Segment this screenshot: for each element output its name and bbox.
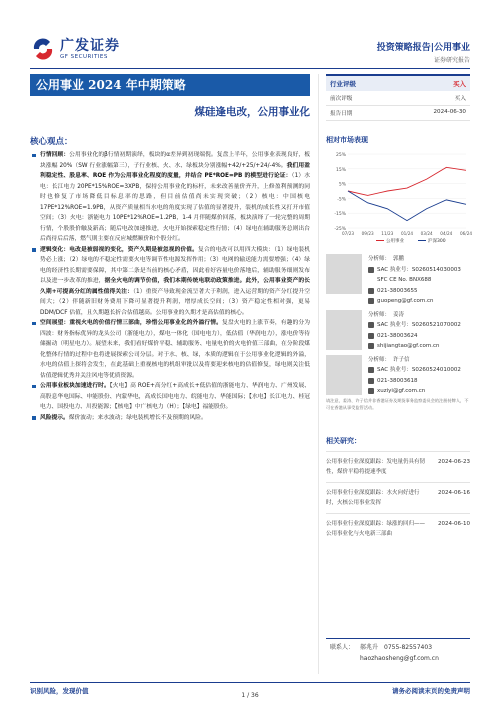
- y-tick-label: -5%: [337, 197, 346, 203]
- contact-email[interactable]: haozhaosheng@gf.com.cn: [360, 655, 439, 662]
- rating-box: [326, 74, 470, 121]
- phone-icon: [368, 333, 374, 339]
- header-divider: [30, 68, 470, 69]
- bullet-recommendation: [30, 381, 310, 413]
- analyst-label: 分析师：: [368, 311, 391, 318]
- mail-icon: [368, 298, 374, 304]
- rating-row: [326, 106, 470, 121]
- related-item-title[interactable]: 公用事业行业深度跟踪：水火向好进行时，火核公用事业发挥: [326, 490, 420, 506]
- bullet-lead: 风险提示。: [40, 414, 69, 421]
- logo-english-name: GF SECURITIES: [60, 53, 108, 60]
- report-category: 证券研究报告: [433, 57, 470, 64]
- y-tick-label: -15%: [334, 212, 346, 218]
- rating-row: [326, 91, 470, 106]
- analyst-phone: 021-38003655: [377, 287, 418, 294]
- related-item[interactable]: [326, 513, 470, 544]
- x-tick-label: 07/23: [341, 231, 355, 236]
- bullet-text: 公用事业化的β行情初期演绎，板块的α差异到初现端倪。复盘上半年，公用事业表现良好，板块涨幅 20%（SW 行业涨幅第三），子行业核、火、水、绿板块分别涨幅+42/+25/+24/-4%。: [40, 152, 310, 169]
- x-tick-label: 09/23: [361, 231, 374, 236]
- bullet-text: 煤价波动；来水波动；绿电装机增长不及预期的风险。: [68, 414, 207, 421]
- x-tick-label: 04/24: [440, 231, 453, 236]
- analyst-photo: [326, 355, 362, 395]
- analyst-photo: [326, 310, 362, 350]
- analyst-label: 分析师：: [368, 256, 391, 262]
- y-tick-label: -25%: [334, 227, 346, 232]
- y-tick-label: 5%: [338, 182, 346, 188]
- id-card-icon: [368, 267, 374, 273]
- legend-label: 公用事业: [386, 239, 404, 244]
- report-type: 投资策略报告|公用事业: [376, 43, 470, 53]
- bullet-lead: 逻辑变化：电改是被弱视的变化，资产久期是被忽视的价值。: [40, 246, 199, 253]
- bullet-outlook: [30, 318, 310, 381]
- contact-phone: 0755-82557403: [384, 644, 433, 651]
- rating-head-label: 行业评级: [330, 80, 356, 88]
- analyst-sac: SAC 执业号：S0260514030003: [377, 266, 461, 273]
- analyst-card: [326, 355, 470, 397]
- analyst-label: 分析师：: [368, 356, 391, 363]
- x-tick-label: 01/24: [400, 231, 414, 236]
- gf-logo-icon: [30, 36, 56, 62]
- footer-disclaimer-notice: 请务必阅读末页的免责声明: [392, 687, 470, 695]
- y-tick-label: 15%: [335, 167, 346, 173]
- analyst-card: [326, 254, 470, 307]
- mail-icon: [368, 343, 374, 349]
- related-item[interactable]: [326, 482, 470, 513]
- bullet-risk: [30, 413, 310, 424]
- series-line-0: [348, 167, 466, 195]
- bullet-text: 【火电】高 ROE+高分红+高成长+低估值的浙能电力、华润电力、广州发展、高股息华电国际、申能股份、内蒙华电，高成长国电电力、皖能电力、华能国际；【水电】长江电力、桂冠电力、国投电力、川投能源；【核电】中广核电力（H）；【绿电】福能股份。: [40, 383, 311, 410]
- x-tick-label: 03/24: [420, 231, 433, 236]
- footer-divider: [30, 682, 470, 683]
- analyst-sac: SAC 执业号：S0260521070002: [377, 322, 461, 328]
- section-title-core-views: 核心观点：: [30, 137, 73, 147]
- analyst-sfc: SFC CE No. BNX688: [377, 277, 432, 283]
- related-item[interactable]: [326, 451, 470, 482]
- rating-row-label: 报告日期: [330, 111, 353, 117]
- contact-block: [326, 638, 470, 664]
- bullet-logic-change: [30, 245, 310, 319]
- company-logo: [30, 36, 120, 62]
- related-item-title[interactable]: 公用事业行业深度跟踪：发电量仍具有韧性，煤价平稳将提速季度: [326, 459, 426, 475]
- phone-icon: [368, 288, 374, 294]
- chart-title: 相对市场表现: [326, 136, 368, 144]
- analyst-phone: 021-38003624: [377, 332, 418, 339]
- chart-svg: [326, 148, 473, 248]
- related-item-title[interactable]: 公用事业行业深度跟踪：绿涨的回归——公用事业化与火电新三部曲: [326, 521, 426, 537]
- bullet-bold-tail: 据全火电的调节价值，我们本期传统电联动政策推进。此外，公用事业资产的长久期+可提高分红的属性值得关注：: [40, 278, 310, 295]
- y-tick-label: 25%: [335, 153, 346, 158]
- column-divider: [318, 74, 319, 674]
- analyst-phone: 021-38003618: [377, 377, 418, 384]
- core-views-body: [30, 150, 310, 423]
- logo-chinese-name: 广发证券: [60, 37, 120, 54]
- rating-row-value: 买入: [454, 96, 466, 102]
- bullet-lead: 行情回顾：: [40, 152, 70, 158]
- analyst-sac: SAC 执业号：S0260524010002: [377, 367, 461, 373]
- rating-row-value: 2024-06-30: [433, 109, 466, 115]
- bullet-lead: 公用事业板块加速进行时。: [40, 383, 110, 389]
- report-title: 公用事业 2024 年中期策略: [30, 74, 310, 96]
- related-item-date: 2024-06-10: [438, 521, 470, 527]
- bullet-text-2: （1）重资产导致现金流呈著大于利润，进入运营期的资产分红提升空间大；（2）伴随新旧财务费用下降可显著提升利润，增厚成长空间；（3）资产稳定性相对强，更易 DDM/DCF 估值，且久期越长折合估值越高。公用事业的久期才是高估值的核心。: [40, 288, 310, 316]
- analyst-list: [326, 254, 470, 400]
- bullet-text-2: （1）水电：长江电力 20PE*15%ROE=3XPB，保持公用事业化的标杆，未来改善量价齐升，上修盈利预测的同时也修复了市场降低目标息率的思路，但目前估值尚未实现突破；（2）核电：中国核电 17PE*12%ROE=1.9PB，从资产质量相当水电的角度实现了估值的显著提升，装机的成长性又打开市值空间；（3）火电：浙能电力 10PE*12%ROE=1.2PB，1-4 月伴随煤价回落，板块演绎了一轮完整的周期行情，个股股价触及新高；随后电改加速推进，火电开始探索稳定性行情；（4）绿电在辅助服务总则出台后尚待后后落，燃气則主要在反应城燃顺价和个股分红。: [40, 173, 310, 242]
- bullet-review: [30, 150, 310, 245]
- mail-icon: [368, 388, 374, 394]
- bullet-text: 复合的电改可以用四大模块：（1）绿电装机势必上涨；（2）绿电的不稳定性需要火电等调节性电源发挥作用；（3）电网的输送能力需要增强；（4）绿电的经济性长期需要保障，其中第二条是当前的核心矛盾，因此看好容量电价落地后，辅助服务细则发布以及进一步改革的推进，: [40, 246, 310, 284]
- legend-label: 沪深300: [428, 239, 446, 244]
- bullet-text: 复盘火电的上涨节奏，有趣的分为四波：财务指标优异的龙头公司（浙能电力），煤电一体化（国电电力），低估值（华润电力），涨电价等待储掘动（明星电力）。展望未来，我们看好煤价平稳、辅助服务、电量电价的火电价值三部曲，在分阶段煤化整体行情的过程中也将进展探索公司分层。对于水、核、绿，本质的逻辑在于公用事业化逻辑的外溢，水电的估值上探将会发生，在此基础上重视核电的机组审批以及将要迎来核电的估值修复，绿电则关注低估值逻辑优秀并关注风电等优质资源。: [40, 320, 311, 379]
- id-card-icon: [368, 367, 374, 373]
- related-title: 相关研究：: [326, 437, 361, 445]
- footer-slogan: 识别风险，发现价值: [30, 687, 89, 695]
- x-tick-label: 06/24: [459, 231, 473, 236]
- contact-label: 联系人：: [330, 644, 355, 651]
- rating-row-label: 前次评级: [330, 96, 353, 102]
- analyst-email[interactable]: guopeng@gf.com.cn: [377, 298, 434, 304]
- id-card-icon: [368, 322, 374, 328]
- report-subtitle: 煤硅逢电改，公用事业化: [194, 106, 310, 118]
- analyst-email[interactable]: shijiangtao@gf.com.cn: [377, 343, 440, 349]
- rating-head-value: 买入: [453, 80, 466, 88]
- analyst-disclaimer: 请注意，姜涛、许子信并非香港证券及期货事务监察委员会的注册持牌人，不可在香港从事受监管活动。: [326, 398, 469, 410]
- related-item-date: 2024-06-23: [438, 459, 470, 465]
- phone-icon: [368, 378, 374, 384]
- bullet-bold-tail: 我们用盈利稳定性、股息率、ROE 作为公用事业化程度的度量，并结合 PE*ROE=PB 的模型进行论证：: [40, 162, 310, 179]
- x-tick-label: 11/23: [381, 231, 394, 236]
- related-item-date: 2024-06-16: [438, 490, 470, 496]
- analyst-photo: [326, 254, 362, 294]
- contact-name: 郝兆升: [360, 644, 379, 651]
- rating-header: [326, 74, 470, 91]
- analyst-email[interactable]: xuziyi@gf.com.cn: [377, 388, 426, 394]
- relative-performance-chart: [326, 148, 473, 248]
- analyst-name: 郭鹏: [393, 256, 405, 262]
- bullet-lead: 空间展望：重视火电的价值行情三部曲，珍惜公用事业化的外溢行情。: [40, 320, 223, 326]
- analyst-name: 姜涛: [393, 311, 405, 318]
- analyst-card: [326, 310, 470, 352]
- page-number: 1 / 36: [241, 692, 259, 699]
- analyst-name: 许子信: [393, 356, 410, 363]
- related-research: [326, 436, 470, 544]
